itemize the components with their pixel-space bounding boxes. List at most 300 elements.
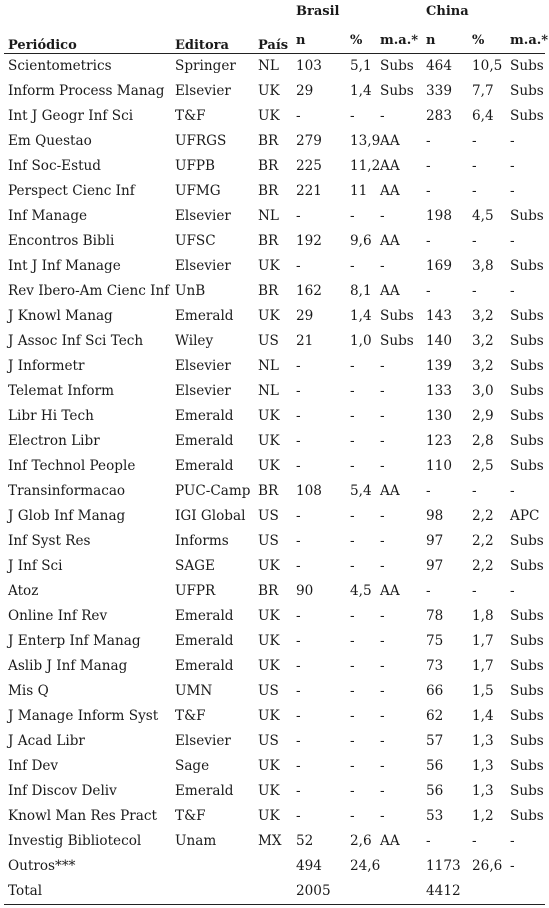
cell-pais: BR bbox=[258, 583, 279, 599]
cell-editora: Emerald bbox=[175, 458, 234, 474]
cell-brasil-n: 29 bbox=[296, 308, 314, 324]
cell-brasil-n: - bbox=[296, 433, 301, 449]
cell-periodico: J Enterp Inf Manag bbox=[8, 633, 141, 649]
cell-china-pct: - bbox=[472, 283, 477, 299]
cell-china-n: 169 bbox=[426, 258, 452, 274]
cell-china-n: 73 bbox=[426, 658, 444, 674]
table-row bbox=[4, 304, 545, 329]
cell-pais: US bbox=[258, 733, 279, 749]
cell-brasil-n: - bbox=[296, 758, 301, 774]
table-row bbox=[4, 879, 545, 905]
cell-brasil-pct: - bbox=[350, 558, 355, 574]
cell-editora: UFPB bbox=[175, 158, 216, 174]
cell-brasil-n: 221 bbox=[296, 183, 322, 199]
cell-brasil-ma: - bbox=[380, 508, 385, 524]
cell-brasil-pct: - bbox=[350, 708, 355, 724]
cell-brasil-pct: 5,1 bbox=[350, 58, 372, 74]
cell-periodico: Atoz bbox=[8, 583, 39, 599]
cell-brasil-ma: - bbox=[380, 358, 385, 374]
cell-periodico: J Knowl Manag bbox=[8, 308, 113, 324]
cell-brasil-ma: AA bbox=[380, 283, 400, 299]
cell-editora: Emerald bbox=[175, 408, 234, 424]
cell-pais: NL bbox=[258, 208, 279, 224]
cell-pais: NL bbox=[258, 383, 279, 399]
cell-china-ma: Subs bbox=[510, 433, 544, 449]
cell-brasil-n: 29 bbox=[296, 83, 314, 99]
cell-china-ma: - bbox=[510, 858, 515, 874]
cell-china-ma: - bbox=[510, 183, 515, 199]
cell-china-ma: Subs bbox=[510, 458, 544, 474]
cell-brasil-pct: - bbox=[350, 783, 355, 799]
cell-china-ma: APC bbox=[510, 508, 540, 524]
cell-periodico: Inf Technol People bbox=[8, 458, 136, 474]
cell-editora: SAGE bbox=[175, 558, 215, 574]
cell-brasil-n: 279 bbox=[296, 133, 322, 149]
cell-brasil-pct: - bbox=[350, 108, 355, 124]
cell-pais: US bbox=[258, 333, 279, 349]
cell-china-n: 1173 bbox=[426, 858, 461, 874]
cell-periodico: Electron Libr bbox=[8, 433, 100, 449]
cell-editora: Elsevier bbox=[175, 258, 231, 274]
cell-china-n: - bbox=[426, 183, 431, 199]
cell-brasil-ma: AA bbox=[380, 833, 400, 849]
cell-china-n: - bbox=[426, 483, 431, 499]
cell-china-pct: - bbox=[472, 833, 477, 849]
cell-brasil-ma: - bbox=[380, 258, 385, 274]
cell-china-ma: Subs bbox=[510, 808, 544, 824]
cell-china-n: 66 bbox=[426, 683, 444, 699]
cell-pais: UK bbox=[258, 633, 280, 649]
cell-brasil-n: - bbox=[296, 458, 301, 474]
cell-periodico: Encontros Bibli bbox=[8, 233, 115, 249]
table-row bbox=[4, 779, 545, 804]
table-row bbox=[4, 204, 545, 229]
cell-brasil-ma: - bbox=[380, 733, 385, 749]
cell-pais: BR bbox=[258, 283, 279, 299]
cell-pais: UK bbox=[258, 558, 280, 574]
cell-periodico: Mis Q bbox=[8, 683, 49, 699]
table-row bbox=[4, 254, 545, 279]
table-body bbox=[4, 54, 545, 905]
cell-brasil-pct: - bbox=[350, 658, 355, 674]
cell-periodico: Inf Syst Res bbox=[8, 533, 91, 549]
cell-pais: UK bbox=[258, 433, 280, 449]
cell-periodico: Em Questao bbox=[8, 133, 92, 149]
cell-brasil-ma: Subs bbox=[380, 333, 414, 349]
table-row bbox=[4, 754, 545, 779]
table-row bbox=[4, 54, 545, 80]
cell-brasil-ma: Subs bbox=[380, 83, 414, 99]
cell-china-pct: 1,8 bbox=[472, 608, 494, 624]
table-row bbox=[4, 229, 545, 254]
cell-china-n: 4412 bbox=[422, 879, 468, 905]
cell-brasil-pct: - bbox=[350, 258, 355, 274]
cell-pais: UK bbox=[258, 408, 280, 424]
cell-periodico: Int J Inf Manage bbox=[8, 258, 121, 274]
cell-pais: UK bbox=[258, 808, 280, 824]
cell-china-ma: - bbox=[510, 583, 515, 599]
cell-china-n: 98 bbox=[426, 508, 444, 524]
cell-periodico: J Manage Inform Syst bbox=[8, 708, 159, 724]
cell-china-ma: Subs bbox=[510, 558, 544, 574]
table-row bbox=[4, 329, 545, 354]
cell-china-n: 97 bbox=[426, 558, 444, 574]
cell-brasil-ma: Subs bbox=[380, 58, 414, 74]
cell-china-n: - bbox=[426, 133, 431, 149]
cell-brasil-n: 103 bbox=[296, 58, 322, 74]
cell-china-pct: 10,5 bbox=[472, 58, 503, 74]
cell-pais: BR bbox=[258, 158, 279, 174]
table-row bbox=[4, 479, 545, 504]
cell-china-n: - bbox=[426, 833, 431, 849]
cell-brasil-pct: - bbox=[350, 683, 355, 699]
cell-china-ma: Subs bbox=[510, 733, 544, 749]
cell-editora: T&F bbox=[175, 108, 206, 124]
cell-periodico: Transinformacao bbox=[8, 483, 126, 499]
cell-china-pct: 3,2 bbox=[472, 333, 494, 349]
cell-brasil-pct: - bbox=[350, 458, 355, 474]
table-row bbox=[4, 404, 545, 429]
cell-periodico: Knowl Man Res Pract bbox=[8, 808, 157, 824]
cell-editora: Elsevier bbox=[175, 83, 231, 99]
cell-brasil-pct: 9,6 bbox=[350, 233, 372, 249]
cell-pais: NL bbox=[258, 358, 279, 374]
cell-periodico: Total bbox=[4, 879, 171, 905]
table-row bbox=[4, 154, 545, 179]
cell-brasil-ma bbox=[376, 854, 422, 879]
cell-periodico: Inf Discov Deliv bbox=[8, 783, 117, 799]
cell-brasil-n: - bbox=[296, 208, 301, 224]
cell-china-pct: 7,7 bbox=[472, 83, 494, 99]
cell-periodico: Inf Soc-Estud bbox=[8, 158, 101, 174]
cell-china-pct: 3,8 bbox=[472, 258, 494, 274]
cell-pais: BR bbox=[258, 483, 279, 499]
cell-periodico: J Acad Libr bbox=[8, 733, 85, 749]
table-row bbox=[4, 829, 545, 854]
cell-periodico: Perspect Cienc Inf bbox=[8, 183, 135, 199]
cell-brasil-pct: 1,0 bbox=[350, 333, 372, 349]
cell-china-ma: Subs bbox=[510, 308, 544, 324]
cell-china-n: - bbox=[426, 158, 431, 174]
cell-pais: UK bbox=[258, 83, 280, 99]
cell-pais: US bbox=[258, 683, 279, 699]
cell-china-pct: - bbox=[472, 583, 477, 599]
cell-editora: Elsevier bbox=[175, 208, 231, 224]
cell-china-n: 57 bbox=[426, 733, 444, 749]
cell-brasil-pct: - bbox=[350, 208, 355, 224]
cell-china-pct: 1,3 bbox=[472, 758, 494, 774]
table-row bbox=[4, 529, 545, 554]
cell-china-pct: 2,5 bbox=[472, 458, 494, 474]
cell-pais: UK bbox=[258, 108, 280, 124]
cell-brasil-ma: - bbox=[380, 708, 385, 724]
cell-brasil-ma: AA bbox=[380, 183, 400, 199]
header-periodico: Periódico bbox=[8, 38, 77, 53]
cell-china-n: 78 bbox=[426, 608, 444, 624]
cell-brasil-n: 90 bbox=[296, 583, 314, 599]
cell-periodico: Outros*** bbox=[8, 858, 76, 874]
cell-brasil-pct: - bbox=[350, 358, 355, 374]
cell-brasil-pct: 5,4 bbox=[350, 483, 372, 499]
cell-brasil-n: - bbox=[296, 708, 301, 724]
cell-periodico: Rev Ibero-Am Cienc Inf bbox=[8, 283, 170, 299]
header-china: China bbox=[426, 4, 469, 19]
cell-brasil-n: - bbox=[296, 633, 301, 649]
cell-brasil-n: - bbox=[296, 658, 301, 674]
cell-china-n: 53 bbox=[426, 808, 444, 824]
cell-china-ma: Subs bbox=[510, 783, 544, 799]
cell-brasil-n: - bbox=[296, 683, 301, 699]
table-row bbox=[4, 729, 545, 754]
cell-periodico: Inf Dev bbox=[8, 758, 59, 774]
cell-brasil-n: 108 bbox=[296, 483, 322, 499]
cell-china-ma: Subs bbox=[510, 408, 544, 424]
cell-editora: Elsevier bbox=[175, 733, 231, 749]
cell-china-ma: Subs bbox=[510, 758, 544, 774]
cell-editora: Informs bbox=[175, 533, 229, 549]
cell-brasil-pct: 8,1 bbox=[350, 283, 372, 299]
cell-china-ma: Subs bbox=[510, 533, 544, 549]
cell-china-pct: 1,5 bbox=[472, 683, 494, 699]
table-row bbox=[4, 79, 545, 104]
cell-pais: US bbox=[258, 533, 279, 549]
cell-brasil-n: - bbox=[296, 533, 301, 549]
cell-china-ma: Subs bbox=[510, 683, 544, 699]
header-china-pct: % bbox=[472, 33, 485, 48]
table-row bbox=[4, 679, 545, 704]
cell-editora: Emerald bbox=[175, 658, 234, 674]
cell-china-ma: Subs bbox=[510, 708, 544, 724]
cell-china-ma: - bbox=[510, 283, 515, 299]
cell-brasil-pct: - bbox=[350, 508, 355, 524]
cell-pais: UK bbox=[258, 783, 280, 799]
cell-brasil-pct: - bbox=[350, 758, 355, 774]
cell-brasil-ma bbox=[376, 879, 422, 905]
table-row bbox=[4, 129, 545, 154]
table-row bbox=[4, 279, 545, 304]
cell-brasil-ma: - bbox=[380, 408, 385, 424]
cell-brasil-ma: - bbox=[380, 108, 385, 124]
cell-china-pct: 3,0 bbox=[472, 383, 494, 399]
cell-brasil-n: - bbox=[296, 558, 301, 574]
cell-china-ma: Subs bbox=[510, 658, 544, 674]
cell-china-n: 198 bbox=[426, 208, 452, 224]
cell-china-n: 133 bbox=[426, 383, 452, 399]
cell-brasil-ma: AA bbox=[380, 483, 400, 499]
cell-editora: Emerald bbox=[175, 783, 234, 799]
table-row bbox=[4, 379, 545, 404]
cell-china-pct: 1,3 bbox=[472, 733, 494, 749]
cell-brasil-ma: - bbox=[380, 758, 385, 774]
cell-periodico: Investig Bibliotecol bbox=[8, 833, 142, 849]
cell-china-pct bbox=[468, 879, 506, 905]
cell-editora: IGI Global bbox=[175, 508, 246, 524]
table-row bbox=[4, 504, 545, 529]
cell-china-n: 110 bbox=[426, 458, 452, 474]
cell-china-pct: 1,3 bbox=[472, 783, 494, 799]
cell-pais: UK bbox=[258, 708, 280, 724]
cell-editora: Emerald bbox=[175, 433, 234, 449]
cell-brasil-n: - bbox=[296, 783, 301, 799]
table-row bbox=[4, 179, 545, 204]
cell-china-n: - bbox=[426, 283, 431, 299]
cell-china-pct: - bbox=[472, 483, 477, 499]
cell-brasil-ma: - bbox=[380, 383, 385, 399]
table-row bbox=[4, 629, 545, 654]
cell-brasil-pct: - bbox=[350, 433, 355, 449]
cell-periodico: Inf Manage bbox=[8, 208, 88, 224]
cell-china-n: - bbox=[426, 233, 431, 249]
cell-brasil-n: - bbox=[296, 808, 301, 824]
cell-editora: UFPR bbox=[175, 583, 216, 599]
cell-periodico: Inform Process Manag bbox=[8, 83, 165, 99]
table-row bbox=[4, 804, 545, 829]
cell-brasil-pct: - bbox=[350, 383, 355, 399]
table-row bbox=[4, 579, 545, 604]
cell-pais: UK bbox=[258, 658, 280, 674]
table-row bbox=[4, 354, 545, 379]
cell-pais: UK bbox=[258, 308, 280, 324]
cell-editora: T&F bbox=[175, 708, 206, 724]
cell-pais: UK bbox=[258, 758, 280, 774]
cell-periodico: J Glob Inf Manag bbox=[8, 508, 126, 524]
cell-editora: Emerald bbox=[175, 608, 234, 624]
cell-china-n: 75 bbox=[426, 633, 444, 649]
cell-editora: Sage bbox=[175, 758, 210, 774]
cell-brasil-n: 162 bbox=[296, 283, 322, 299]
cell-china-pct: 1,2 bbox=[472, 808, 494, 824]
cell-pais: NL bbox=[258, 58, 279, 74]
table-row bbox=[4, 104, 545, 129]
cell-pais: MX bbox=[258, 833, 282, 849]
cell-editora: Springer bbox=[175, 58, 236, 74]
cell-brasil-pct: 1,4 bbox=[350, 308, 372, 324]
cell-china-pct: 2,2 bbox=[472, 558, 494, 574]
cell-brasil-pct: - bbox=[350, 533, 355, 549]
cell-editora: Wiley bbox=[175, 333, 214, 349]
cell-china-pct: - bbox=[472, 158, 477, 174]
cell-brasil-ma: - bbox=[380, 533, 385, 549]
header-brasil: Brasil bbox=[296, 4, 340, 19]
cell-brasil-ma: - bbox=[380, 608, 385, 624]
cell-china-n: 130 bbox=[426, 408, 452, 424]
cell-brasil-pct: - bbox=[350, 633, 355, 649]
cell-china-ma: Subs bbox=[510, 358, 544, 374]
cell-editora: PUC-Camp bbox=[175, 483, 251, 499]
cell-editora: UMN bbox=[175, 683, 213, 699]
cell-brasil-ma: AA bbox=[380, 583, 400, 599]
cell-editora bbox=[171, 854, 254, 879]
cell-brasil-ma: AA bbox=[380, 158, 400, 174]
cell-china-n: 123 bbox=[426, 433, 452, 449]
cell-china-ma: Subs bbox=[510, 608, 544, 624]
cell-brasil-n: - bbox=[296, 508, 301, 524]
cell-brasil-pct: - bbox=[350, 808, 355, 824]
cell-brasil-ma: - bbox=[380, 683, 385, 699]
cell-pais: UK bbox=[258, 258, 280, 274]
cell-china-pct: 26,6 bbox=[472, 858, 503, 874]
cell-brasil-pct: 2,6 bbox=[350, 833, 372, 849]
cell-editora: Unam bbox=[175, 833, 217, 849]
table-row bbox=[4, 604, 545, 629]
cell-editora: UFMG bbox=[175, 183, 221, 199]
cell-pais: US bbox=[258, 508, 279, 524]
cell-brasil-pct: - bbox=[350, 408, 355, 424]
cell-periodico: Int J Geogr Inf Sci bbox=[8, 108, 134, 124]
cell-china-ma: - bbox=[510, 233, 515, 249]
cell-brasil-ma: Subs bbox=[380, 308, 414, 324]
cell-china-n: 143 bbox=[426, 308, 452, 324]
cell-china-pct: 3,2 bbox=[472, 308, 494, 324]
table-row bbox=[4, 854, 545, 879]
header-china-n: n bbox=[426, 33, 436, 48]
cell-brasil-n: 2005 bbox=[292, 879, 346, 905]
cell-china-pct: - bbox=[472, 133, 477, 149]
cell-china-ma: Subs bbox=[510, 208, 544, 224]
cell-brasil-pct: 11,2 bbox=[350, 158, 381, 174]
cell-china-ma: - bbox=[510, 133, 515, 149]
cell-china-ma: Subs bbox=[510, 108, 544, 124]
cell-brasil-n: - bbox=[296, 408, 301, 424]
cell-china-pct: - bbox=[472, 233, 477, 249]
cell-pais bbox=[254, 879, 292, 905]
cell-periodico: Telemat Inform bbox=[8, 383, 114, 399]
table-row bbox=[4, 454, 545, 479]
cell-brasil-ma: - bbox=[380, 633, 385, 649]
cell-brasil-n: - bbox=[296, 608, 301, 624]
cell-brasil-pct: 24,6 bbox=[350, 858, 381, 874]
cell-china-n: 56 bbox=[426, 758, 444, 774]
table-row bbox=[4, 654, 545, 679]
cell-pais bbox=[254, 854, 292, 879]
cell-china-pct: 2,2 bbox=[472, 508, 494, 524]
header-brasil-n: n bbox=[296, 33, 306, 48]
cell-china-n: 139 bbox=[426, 358, 452, 374]
cell-china-pct: 1,4 bbox=[472, 708, 494, 724]
cell-brasil-n: - bbox=[296, 733, 301, 749]
cell-periodico: Scientometrics bbox=[8, 58, 112, 74]
cell-china-ma: Subs bbox=[510, 258, 544, 274]
cell-brasil-n: - bbox=[296, 383, 301, 399]
cell-brasil-pct: 4,5 bbox=[350, 583, 372, 599]
cell-china-ma: Subs bbox=[510, 633, 544, 649]
cell-china-ma: Subs bbox=[510, 83, 544, 99]
cell-china-pct: 3,2 bbox=[472, 358, 494, 374]
cell-brasil-n: 494 bbox=[296, 858, 322, 874]
cell-periodico: J Assoc Inf Sci Tech bbox=[8, 333, 144, 349]
cell-brasil-pct: 11 bbox=[350, 183, 368, 199]
cell-brasil-ma: - bbox=[380, 208, 385, 224]
cell-brasil-n: - bbox=[296, 258, 301, 274]
cell-brasil-n: 192 bbox=[296, 233, 322, 249]
header-row-1 bbox=[4, 4, 545, 28]
cell-brasil-ma: - bbox=[380, 783, 385, 799]
cell-periodico: J Informetr bbox=[8, 358, 85, 374]
cell-pais: BR bbox=[258, 233, 279, 249]
cell-china-pct: 2,9 bbox=[472, 408, 494, 424]
cell-pais: UK bbox=[258, 458, 280, 474]
cell-periodico: Libr Hi Tech bbox=[8, 408, 94, 424]
header-editora: Editora bbox=[175, 38, 229, 53]
cell-china-ma: Subs bbox=[510, 383, 544, 399]
cell-china-n: 283 bbox=[426, 108, 452, 124]
cell-brasil-n: - bbox=[296, 358, 301, 374]
table-row bbox=[4, 704, 545, 729]
cell-brasil-n: 52 bbox=[296, 833, 314, 849]
cell-china-n: 339 bbox=[426, 83, 452, 99]
cell-china-n: 56 bbox=[426, 783, 444, 799]
cell-periodico: Online Inf Rev bbox=[8, 608, 108, 624]
